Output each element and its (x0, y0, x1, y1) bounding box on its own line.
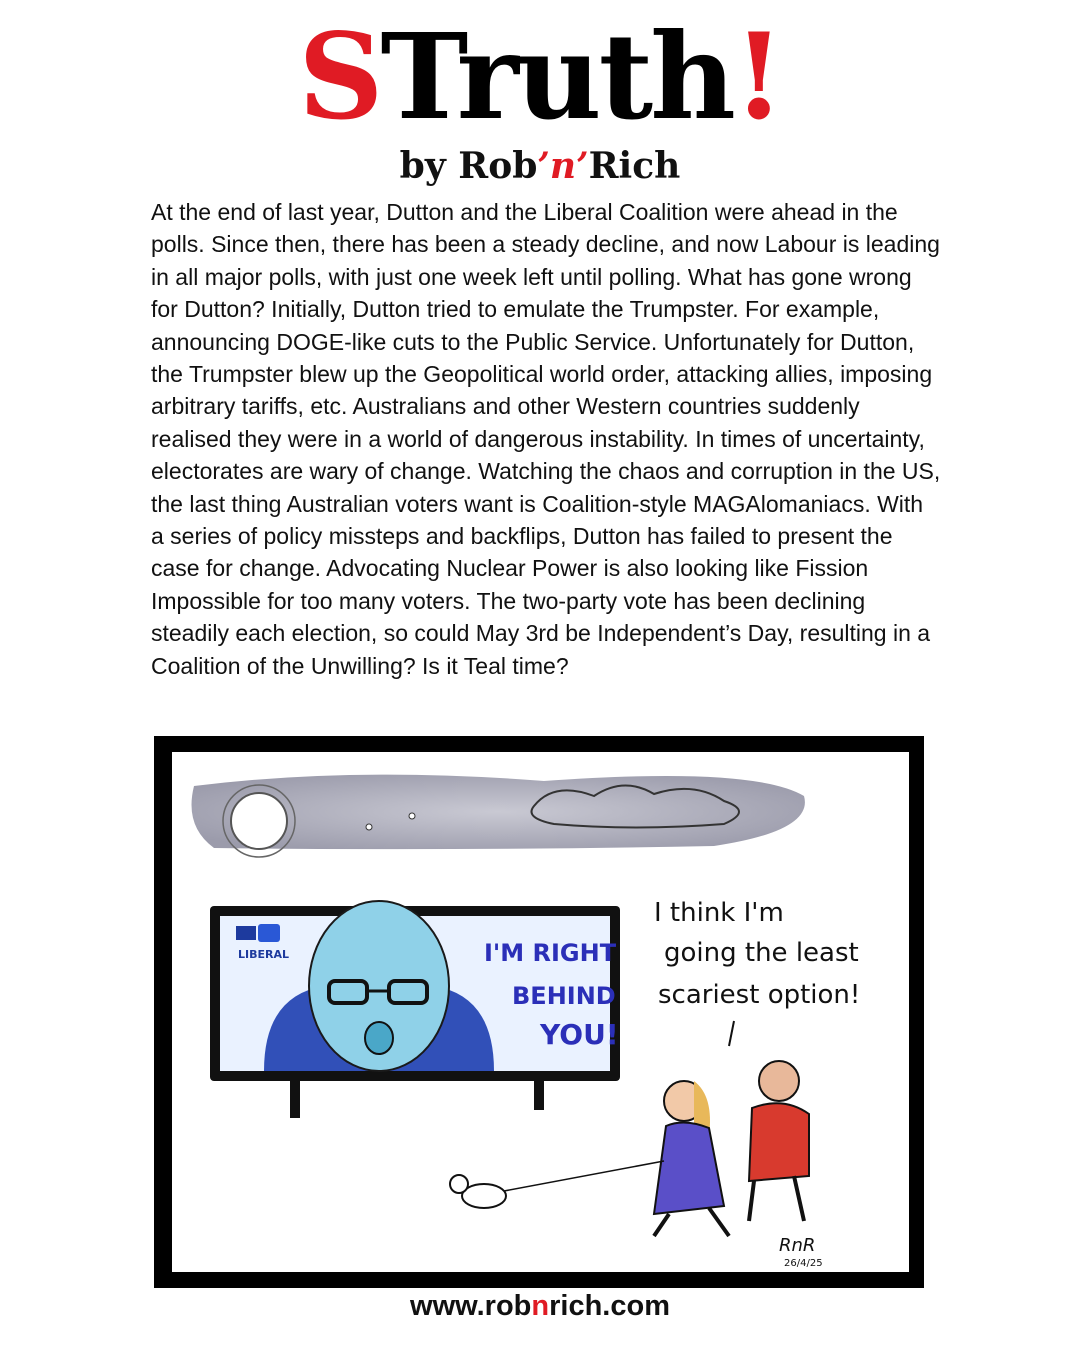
masthead-exclamation: ! (732, 7, 782, 146)
signature-date: 26/4/25 (784, 1258, 823, 1269)
byline-suffix: Rich (588, 145, 681, 187)
tv-slogan-line1: I'M RIGHT (484, 939, 617, 967)
speech-line1: I think I'm (654, 898, 784, 928)
liberal-flag-icon (236, 926, 256, 940)
masthead-truth: Truth (380, 7, 733, 146)
byline (0, 145, 1080, 187)
website-link[interactable] (0, 1290, 1080, 1323)
artist-signature: RnR (779, 1235, 816, 1256)
speech-line3: scariest option! (658, 980, 861, 1010)
tv-liberal-logo: LIBERAL (238, 948, 289, 961)
url-highlight: n (531, 1290, 550, 1322)
article-text: At the end of last year, Dutton and the Liberal Coalition were ahead in the polls. Since then, there has been a steady decline, and now Labour is leading in all major polls, with just one week left until polling. What has gone wrong for Dutton? Initially, Dutton tried to emulate the Trumpster. For example, announcing DOGE-like cuts to the Public Service. Unfortunately for Dutton, the Trumpster blew up the Geopolitical world order, attacking allies, imposing arbitrary tariffs, etc. Australians and other Western countries suddenly realised they were in a world of dangerous instability. In times of uncertainty, electorates are wary of change. Watching the chaos and corruption in the US, the last thing Australian voters want is Coalition-style MAGAlomaniacs. With a series of policy missteps and backflips, Dutton has failed to present the case for change. Advocating Nuclear Power is also looking like Fission Impossible for too many voters. The two-party vote has been declining steadily each election, so could May 3rd be Independent’s Day, resulting in a Coalition of the Unwilling? Is it Teal time? (151, 199, 941, 679)
man-head (759, 1061, 799, 1101)
tv-slogan-line2: BEHIND (512, 982, 616, 1010)
masthead-s: S (298, 7, 381, 146)
byline-n: ’n’ (537, 145, 589, 187)
cartoon-panel-scene (154, 736, 924, 1288)
url-suffix: rich.com (549, 1290, 670, 1322)
dutton-mouth (365, 1022, 393, 1054)
dog-head (450, 1175, 468, 1193)
tv-slogan-line3: YOU! (540, 1018, 619, 1051)
liberal-logo-icon (258, 924, 280, 942)
dog-body (462, 1184, 506, 1208)
star-icon (409, 813, 415, 819)
moon-icon (231, 793, 287, 849)
url-prefix: www.rob (410, 1290, 532, 1322)
masthead-title (0, 7, 1080, 146)
star-icon (366, 824, 372, 830)
byline-prefix: by Rob (399, 145, 538, 187)
man-sweater (749, 1103, 809, 1181)
speech-line2: going the least (664, 938, 859, 968)
